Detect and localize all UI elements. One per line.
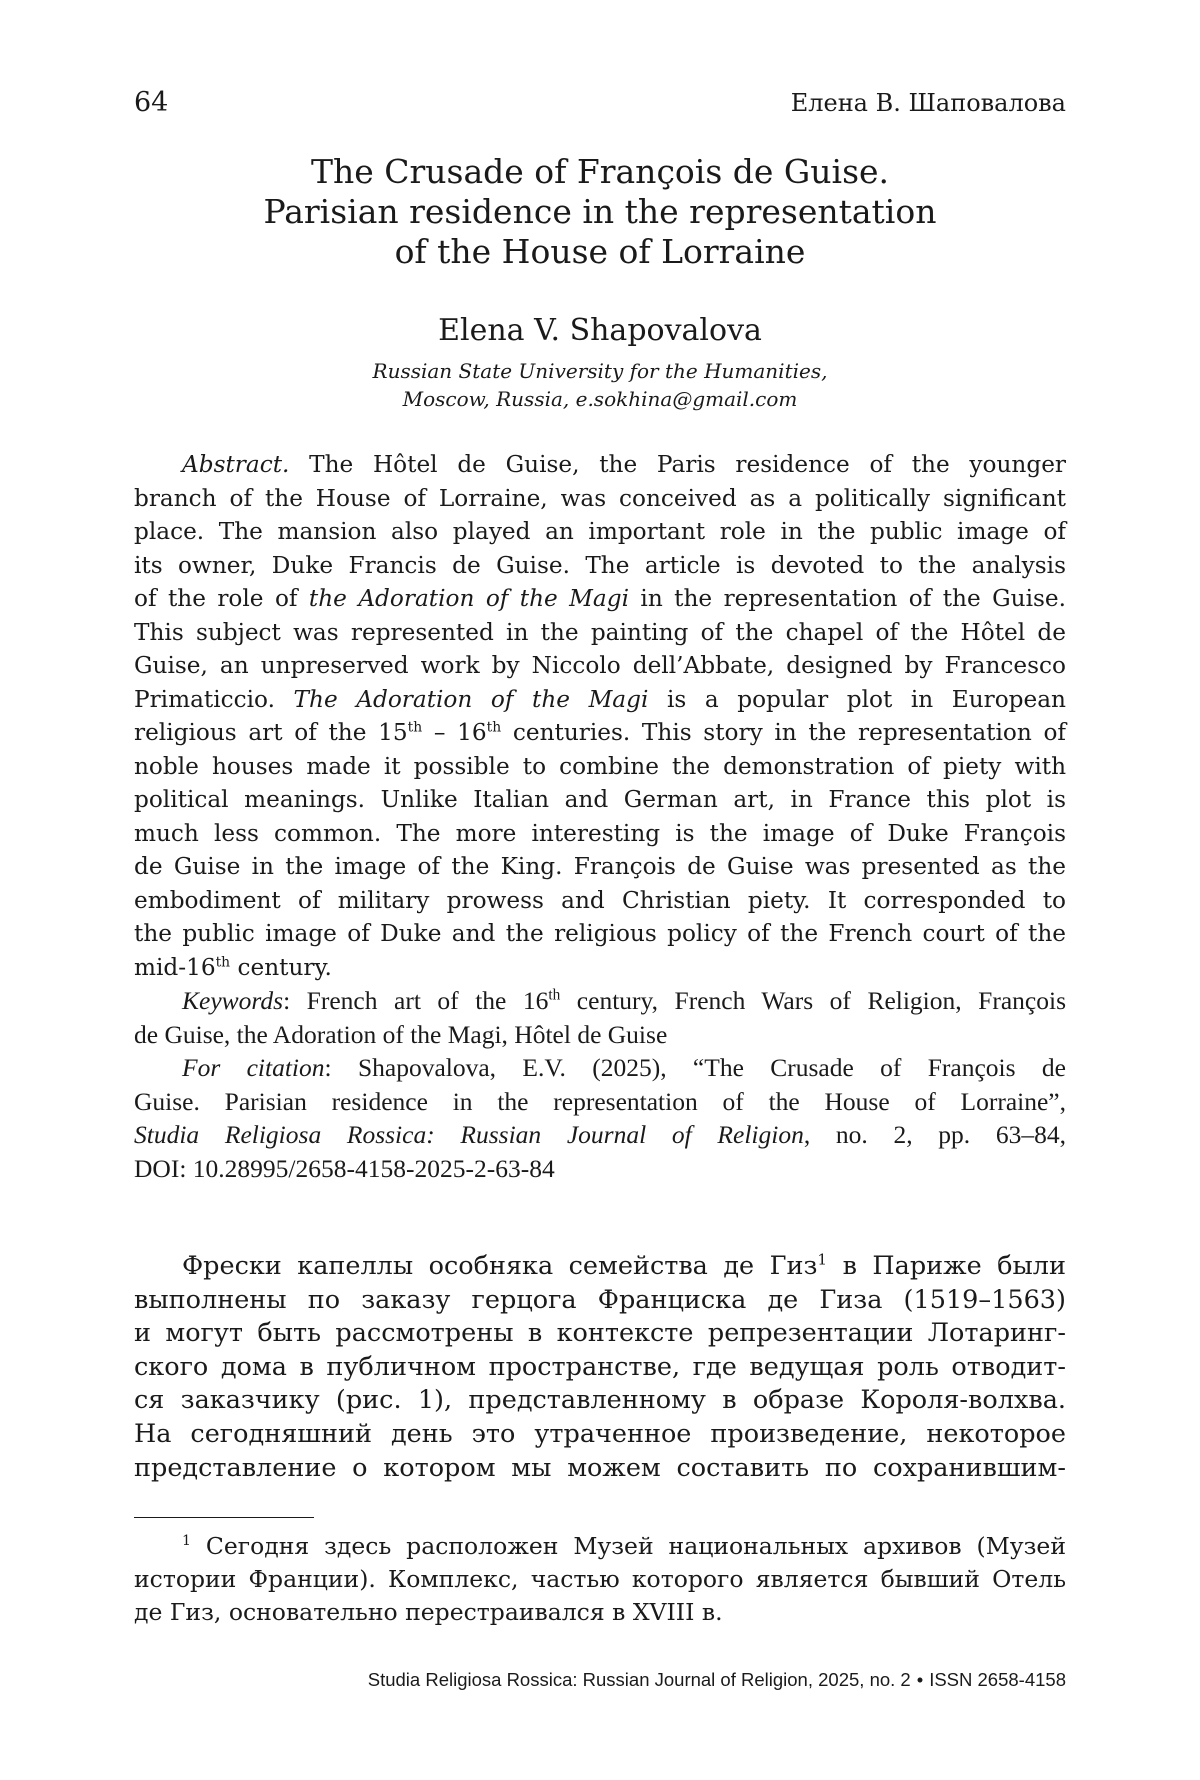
text-line: $^1$ Сегодня здесь расположен Музей национальных архивов (Музей	[182, 1532, 1066, 1560]
text-line: Guise, an unpreserved work by Niccolo dell’Abbate, designed by Francesco	[134, 652, 1066, 679]
keywords-paragraph	[134, 984, 1066, 1051]
text-line: branch of the House of Lorraine, was conceived as a politically significant	[134, 484, 1066, 512]
text-line: de Guise, the Adoration of the Magi, Hôtel de Guise	[134, 1019, 668, 1049]
author-name: Elena V. Shapovalova	[438, 313, 762, 348]
text-line: На сегодняшний день это утраченное произведение, некоторое	[134, 1418, 1066, 1449]
text-line: For citation: Shapovalova, E.V. (2025), “The Crusade of François de	[182, 1053, 1066, 1082]
text-line: Studia Religiosa Rossica: Russian Journal of Religion, no. 2, pp. 63–84,	[134, 1120, 1066, 1149]
text-line: religious art of the 15th – 16th centuries. This story in the representation of	[134, 719, 1067, 746]
footer-issn: ISSN 2658-4158	[929, 1669, 1066, 1690]
text-line: Primaticcio. The Adoration of the Magi is a popular plot in European	[134, 685, 1066, 713]
citation-paragraph	[134, 1051, 1066, 1185]
text-line: de Guise in the image of the King. François de Guise was presented as the	[134, 853, 1066, 880]
footnote-divider	[134, 1517, 314, 1518]
abstract-label: Abstract.	[182, 451, 290, 478]
footnote	[134, 1530, 1066, 1629]
text-line: much less common. The more interesting is the image of Duke François	[134, 819, 1066, 847]
affiliation-line: Russian State University for the Humanities,	[372, 359, 828, 383]
abstract-paragraph	[134, 448, 1066, 984]
text-line: ся заказчику (рис. 1), представленному в образе Короля-волхва.	[134, 1385, 1066, 1416]
text-line: Keywords: French art of the 16th century, French Wars of Religion, François	[182, 986, 1066, 1015]
page-footer	[368, 1668, 1066, 1692]
running-author: Елена В. Шаповалова	[790, 89, 1066, 117]
text-line: Guise. Parisian residence in the representation of the House of Lorraine”,	[134, 1086, 1066, 1116]
affiliation-line: Moscow, Russia, e.sokhina@gmail.com	[402, 387, 798, 411]
text-line: political meanings. Unlike Italian and German art, in France this plot is	[134, 786, 1066, 813]
text-line: This subject was represented in the painting of the chapel of the Hôtel de	[134, 618, 1066, 646]
footer-separator: •	[916, 1669, 924, 1690]
text-line: Фрески капеллы особняка семейства де Гиз$^1$ в Париже были	[182, 1250, 1066, 1281]
text-line: истории Франции). Комплекс, частью которого является бывший Отель	[134, 1565, 1066, 1593]
text-line: и могут быть рассмотрены в контексте репрезентации Лотаринг-	[134, 1318, 1066, 1349]
text-line: embodiment of military prowess and Christian piety. It corresponded to	[134, 886, 1066, 914]
author-affiliation	[134, 357, 1066, 413]
text-line: выполнены по заказу герцога Франциска де Гиза (1519–1563)	[134, 1284, 1066, 1315]
text-line: noble houses made it possible to combine the demonstration of piety with	[134, 752, 1066, 780]
doi-line: DOI: 10.28995/2658-4158-2025-2-63-84	[134, 1153, 555, 1183]
title-line: Parisian residence in the representation	[263, 192, 937, 231]
footnote-number: 1	[182, 1533, 191, 1550]
text-line: Abstract. The Hôtel de Guise, the Paris residence of the younger	[182, 451, 1066, 478]
text-line: its owner, Duke Francis de Guise. The article is devoted to the analysis	[134, 551, 1066, 579]
text-line: ского дома в публичном пространстве, где ведущая роль отводит-	[134, 1351, 1066, 1382]
article-title	[134, 152, 1066, 272]
text-line: place. The mansion also played an important role in the public image of	[134, 518, 1066, 545]
text-line: представление о котором мы можем составить по сохранившим-	[134, 1452, 1066, 1483]
body-text	[134, 1250, 1066, 1485]
text-line: mid-16th century.	[134, 953, 332, 981]
citation-label: For citation	[182, 1053, 325, 1082]
page-number: 64	[134, 87, 169, 118]
keywords-label: Keywords	[182, 986, 284, 1015]
title-line: The Crusade of François de Guise.	[310, 152, 890, 191]
text-line: де Гиз, основательно перестраивался в XVIII в.	[134, 1598, 723, 1626]
abstract-block	[134, 448, 1066, 1185]
text-line: the public image of Duke and the religious policy of the French court of the	[134, 920, 1066, 947]
text-line: of the role of the Adoration of the Magi in the representation of the Guise.	[134, 585, 1066, 612]
footnote-ref[interactable]: 1	[817, 1250, 828, 1269]
footer-journal: Studia Religiosa Rossica: Russian Journal of Religion, 2025, no. 2	[367, 1669, 911, 1690]
title-line: of the House of Lorraine	[394, 232, 806, 271]
